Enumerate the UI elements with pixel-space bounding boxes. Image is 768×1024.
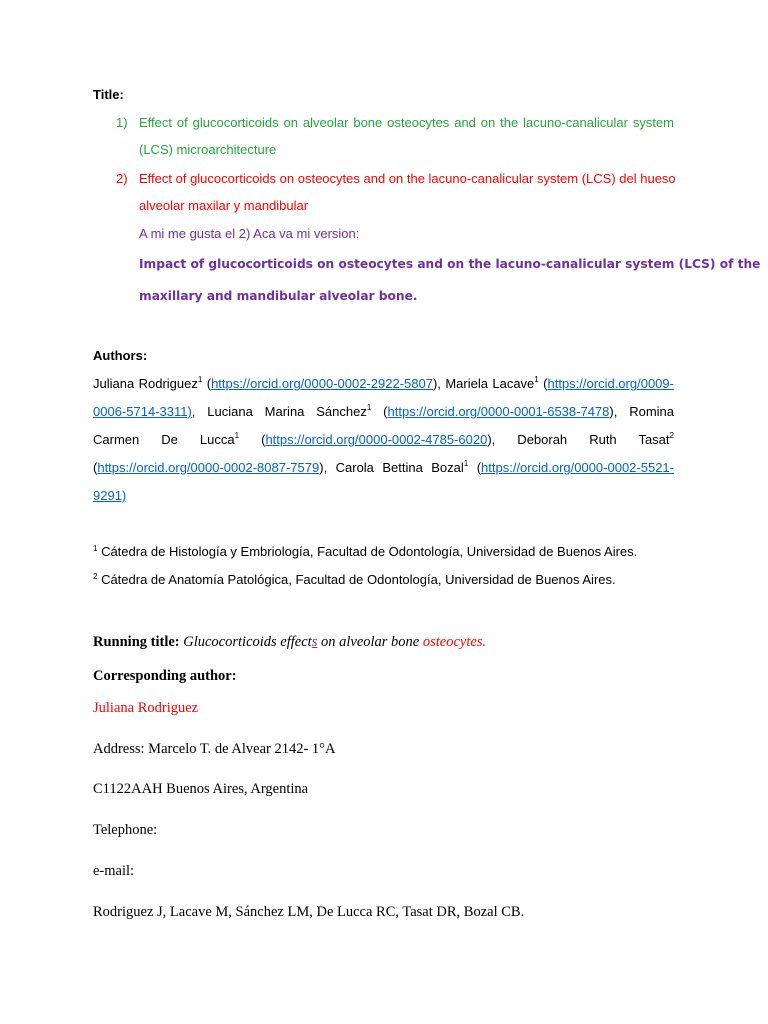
running-title-text: Glucocorticoids effect	[179, 634, 312, 650]
corresponding-email: e-mail:	[93, 863, 135, 879]
orcid-link[interactable]: https://orcid.org/0000-0002-4785-6020	[265, 432, 488, 447]
orcid-link[interactable]: https://orcid.org/0000-0002-5521-	[481, 460, 674, 475]
orcid-link[interactable]: https://orcid.org/0000-0002-2922-5807	[211, 376, 433, 391]
affiliation-sup: 2	[669, 431, 674, 440]
author-name: Juliana Rodriguez	[93, 376, 198, 391]
affiliation-sup: 1	[234, 431, 240, 440]
title-option-2-number: 2)	[116, 171, 128, 186]
citation-line: Rodriguez J, Lacave M, Sánchez LM, De Lucca RC, Tasat DR, Bozal CB.	[93, 904, 525, 920]
orcid-link[interactable]: https://orcid.org/0000-0002-8087-7579	[97, 460, 320, 475]
author-name: ), Mariela Lacave	[432, 376, 535, 391]
running-title-highlight: osteocytes.	[422, 634, 487, 650]
running-title-label: Running title:	[93, 634, 180, 650]
corresponding-city: C1122AAH Buenos Aires, Argentina	[93, 781, 309, 797]
author-name: ), Deborah Ruth Tasat	[487, 432, 670, 447]
affiliation-2	[93, 572, 616, 587]
paren: (	[371, 404, 388, 419]
tracked-change-s: s	[311, 634, 318, 650]
corresponding-telephone: Telephone:	[93, 822, 158, 838]
authors-line-5	[93, 488, 126, 503]
reviewer-comment: A mi me gusta el 2) Aca va mi version:	[139, 226, 360, 241]
paren: (	[538, 376, 548, 391]
paren: (	[239, 432, 266, 447]
orcid-link[interactable]: https://orcid.org/0000-0001-6538-7478	[387, 404, 610, 419]
affiliation-1	[93, 544, 637, 559]
title-option-2-line2: alveolar maxilar y mandibular	[139, 198, 309, 213]
affiliation-sup: 1	[93, 544, 98, 553]
affiliation-text: Cátedra de Histología y Embriología, Facultad de Odontología, Universidad de Buenos Aires.	[97, 544, 638, 559]
authors-line-2	[93, 404, 674, 419]
proposed-title-line2: maxillary and mandibular alveolar bone.	[139, 289, 418, 303]
running-title-text-2: on alveolar bone	[317, 634, 423, 650]
author-name: ), Romina	[609, 404, 675, 419]
orcid-link[interactable]: https://orcid.org/0009-	[547, 376, 674, 391]
proposed-title-line1: Impact of glucocorticoids on osteocytes and on the lacuno-canalicular system (LCS) of the	[139, 257, 761, 271]
title-option-2-line1: Effect of glucocorticoids on osteocytes and on the lacuno-canalicular system (LCS) del hueso	[139, 171, 676, 186]
paren: (	[93, 460, 98, 475]
authors-line-4	[93, 460, 674, 475]
corresponding-author-name: Juliana Rodriguez	[93, 700, 199, 716]
affiliation-text: Cátedra de Anatomía Patológica, Facultad de Odontología, Universidad de Buenos Aires.	[97, 572, 616, 587]
title-option-1-line2: (LCS) microarchitecture	[139, 142, 277, 157]
affiliation-sup: 1	[534, 375, 539, 384]
authors-line-3	[93, 432, 674, 447]
paren: (	[202, 376, 212, 391]
title-option-1-number: 1)	[116, 115, 128, 130]
running-title	[93, 634, 486, 651]
author-name: ), Carola Bettina Bozal	[319, 460, 464, 475]
title-option-1-line1: Effect of glucocorticoids on alveolar bone osteocytes and on the lacuno-canalicular system	[139, 115, 674, 130]
affiliation-sup: 1	[197, 375, 203, 384]
affiliation-sup: 1	[366, 403, 372, 412]
orcid-link[interactable]: 0006-5714-3311)	[93, 404, 192, 419]
author-name: , Luciana Marina Sánchez	[191, 404, 367, 419]
title-heading: Title:	[93, 87, 124, 102]
authors-heading: Authors:	[93, 348, 148, 363]
author-name: Carmen De Lucca	[93, 432, 235, 447]
affiliation-sup: 2	[93, 572, 98, 581]
corresponding-address: Address: Marcelo T. de Alvear 2142- 1°A	[93, 741, 336, 757]
affiliation-sup: 1	[463, 459, 469, 468]
orcid-link[interactable]: 9291)	[93, 488, 127, 503]
authors-line-1	[93, 376, 674, 391]
corresponding-author-heading: Corresponding author:	[93, 668, 237, 684]
paren: (	[468, 460, 482, 475]
